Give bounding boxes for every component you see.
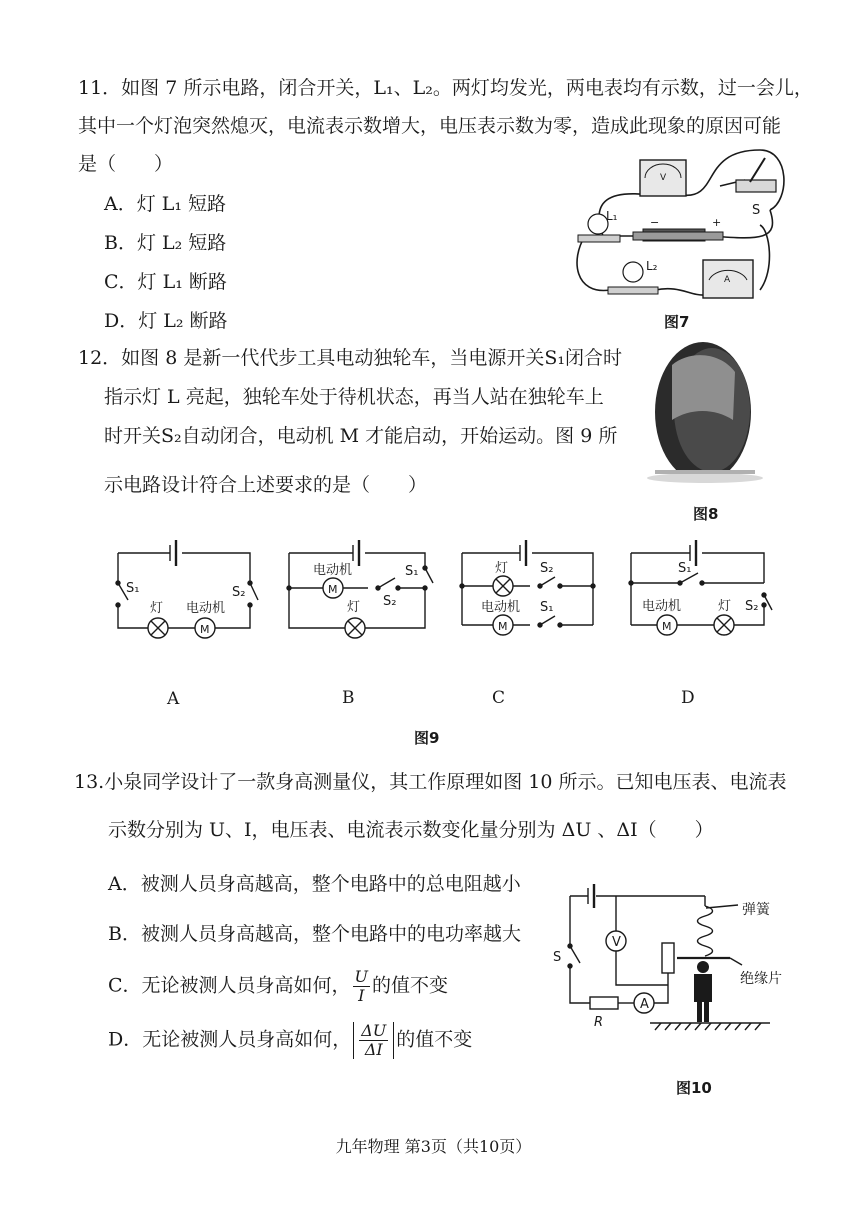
svg-text:R: R <box>594 1015 604 1030</box>
q13-option-b: B．被测人员身高越高，整个电路中的电功率越大 <box>108 923 521 945</box>
svg-text:S: S <box>553 950 562 965</box>
svg-text:V: V <box>612 935 621 950</box>
fraction-du-over-di: $\frac{\Delta U}{\Delta I}$ <box>361 1021 387 1059</box>
q11-option-a: A．灯 L₁ 短路 <box>104 193 227 215</box>
q12-line2: 指示灯 L 亮起，独轮车处于待机状态，再当人站在独轮车上 <box>104 386 604 408</box>
svg-text:M: M <box>200 623 210 636</box>
figure-7-caption: 图7 <box>664 313 690 331</box>
q11-line2: 其中一个灯泡突然熄灭，电流表示数增大，电压表示数为零，造成此现象的原因可能 <box>78 115 782 137</box>
figure-8-caption: 图8 <box>693 505 719 523</box>
svg-text:A: A <box>724 275 731 285</box>
q11-line3: 是（ ） <box>78 153 174 175</box>
svg-text:L₂: L₂ <box>646 259 658 273</box>
q11-line1: 11．如图 7 所示电路，闭合开关，L₁、L₂。两灯均发光，两电表均有示数，过一会儿， <box>78 77 813 99</box>
svg-text:S₂: S₂ <box>232 585 246 600</box>
svg-text:S₁: S₁ <box>540 600 554 615</box>
svg-text:灯: 灯 <box>150 601 164 616</box>
svg-text:灯: 灯 <box>495 561 509 576</box>
q12-line3: 时开关S₂自动闭合，电动机 M 才能启动，开始运动。图 9 所 <box>104 425 618 447</box>
svg-text:电动机: 电动机 <box>481 600 521 615</box>
svg-text:V: V <box>660 173 667 183</box>
svg-text:−: − <box>650 216 660 229</box>
label-spring: 弹簧 <box>742 902 770 918</box>
circuit-c-label: C <box>492 688 506 708</box>
q13-option-a: A．被测人员身高越高，整个电路中的总电阻越小 <box>108 873 521 895</box>
svg-text:电动机: 电动机 <box>186 601 226 616</box>
q13-option-c: C．无论被测人员身高如何， $\frac{U}{I}$ 的值不变 <box>108 967 449 1005</box>
svg-text:S₁: S₁ <box>126 581 140 596</box>
svg-text:M: M <box>662 620 672 633</box>
person-icon <box>694 961 712 1022</box>
q13-line2: 示数分别为 U、I，电压表、电流表示数变化量分别为 ΔU 、ΔI（ ） <box>108 819 714 841</box>
figure-10-caption: 图10 <box>676 1079 712 1097</box>
q11-option-d: D．灯 L₂ 断路 <box>104 310 228 332</box>
svg-text:电动机: 电动机 <box>642 599 682 614</box>
svg-text:S₂: S₂ <box>540 561 554 576</box>
label-s: S <box>752 203 761 218</box>
svg-text:L₁: L₁ <box>606 209 618 223</box>
svg-text:灯: 灯 <box>347 600 361 615</box>
svg-text:灯: 灯 <box>718 599 732 614</box>
q11-option-b: B．灯 L₂ 短路 <box>104 232 227 254</box>
q11-option-c: C．灯 L₁ 断路 <box>104 271 227 293</box>
label-insulator: 绝缘片 <box>740 971 782 987</box>
svg-text:+: + <box>712 216 722 229</box>
q12-line1: 12．如图 8 是新一代代步工具电动独轮车，当电源开关S₁闭合时 <box>78 347 622 369</box>
svg-text:S₁: S₁ <box>678 561 692 576</box>
q12-line4: 示电路设计符合上述要求的是（ ） <box>104 474 428 496</box>
page-footer: 九年物理 第3页（共10页） <box>335 1137 532 1156</box>
svg-text:A: A <box>640 997 649 1012</box>
fraction-u-over-i: $\frac{U}{I}$ <box>354 967 369 1005</box>
figure-9-caption: 图9 <box>414 729 440 747</box>
svg-text:S₁: S₁ <box>405 564 419 579</box>
circuit-d-label: D <box>681 688 695 708</box>
svg-text:M: M <box>498 620 508 633</box>
circuit-b-label: B <box>342 688 355 708</box>
q13-line1: 13.小泉同学设计了一款身高测量仪，其工作原理如图 10 所示。已知电压表、电流表 <box>74 771 787 793</box>
q13-option-d: D．无论被测人员身高如何， $\frac{\Delta U}{\Delta I}$ 的值不变 <box>108 1021 473 1059</box>
circuit-a-label: A <box>167 689 180 709</box>
svg-text:S₂: S₂ <box>745 599 759 614</box>
svg-text:M: M <box>328 583 338 596</box>
svg-text:S₂: S₂ <box>383 594 397 609</box>
svg-text:电动机: 电动机 <box>313 563 353 578</box>
